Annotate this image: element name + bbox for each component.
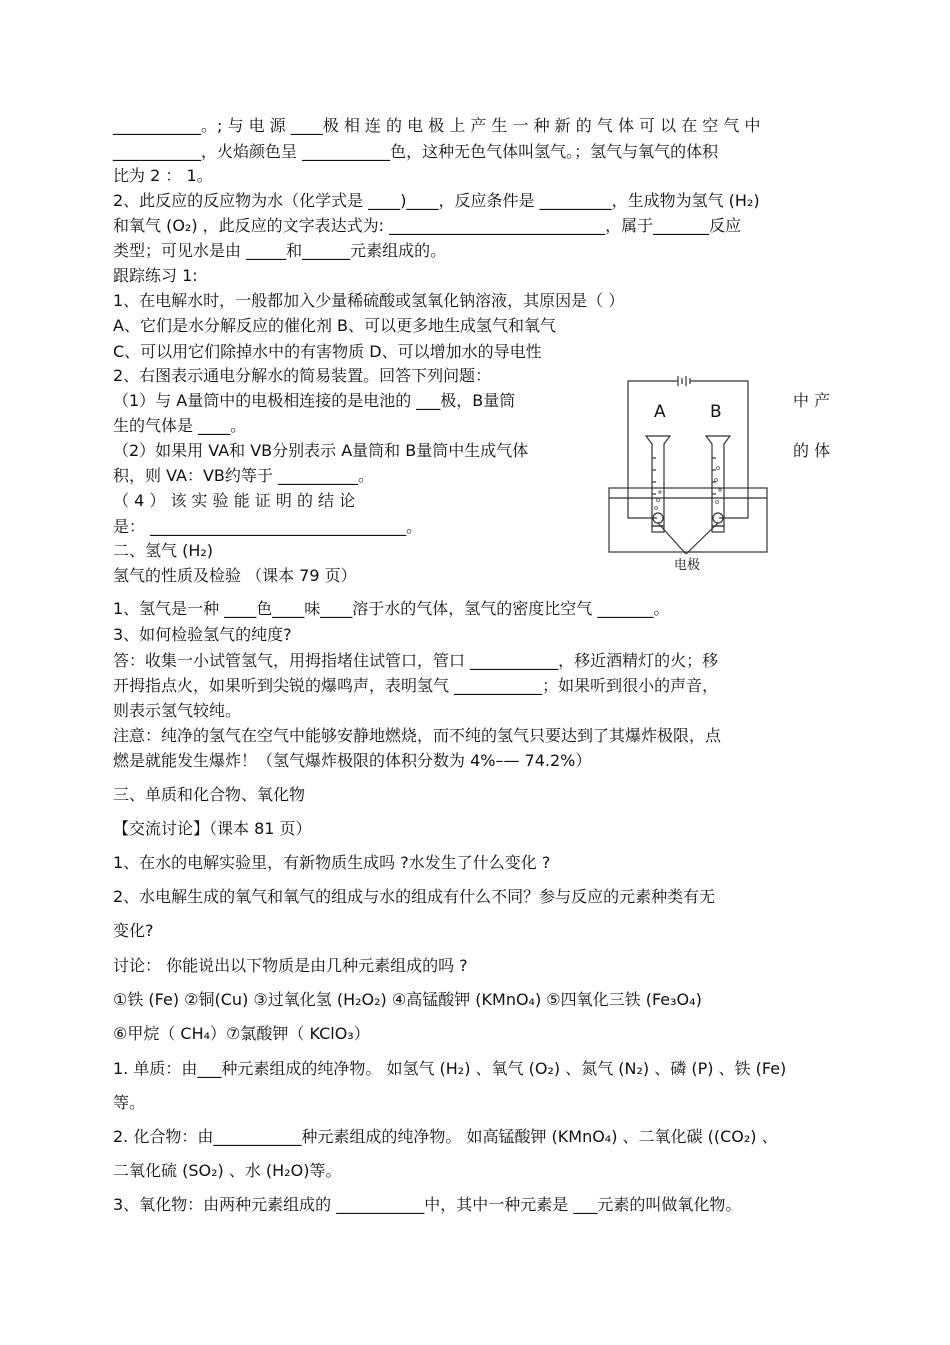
text-line-3: 比为 2 ： 1。	[113, 166, 213, 185]
text-line-39: 3、氧化物：由两种元素组成的 ___________中，其中一种元素是 ___元素的叫做氧化物。	[113, 1195, 742, 1214]
section-heading-compounds: 三、单质和化合物、氧化物	[113, 785, 306, 804]
text-line-17: 是： ________________________________。	[113, 517, 423, 536]
right-fragment-1: 中 产	[793, 391, 831, 410]
text-line-31: 变化?	[113, 921, 154, 940]
text-line-15: 积，则 VA：VB约等于 __________。	[113, 466, 374, 485]
text-line-1: ___________。; 与 电 源 ____极 相 连 的 电 极 上 产 生 一 种 新 的 气 体 可 以 在 空 气 中	[113, 116, 761, 135]
electrolysis-apparatus-figure	[606, 372, 774, 582]
text-line-34: ⑥甲烷（ CH₄）⑦氯酸钾（ KClO₃）	[113, 1024, 370, 1043]
text-line-5: 和氧气 (O₂) ，此反应的文字表达式为: ___________________________，属于_______反应	[113, 216, 742, 235]
text-line-33: ①铁 (Fe) ②铜(Cu) ③过氧化氢 (H₂O₂) ④高锰酸钾 (KMnO₄) ⑤四氧化三铁 (Fe₃O₄)	[113, 990, 702, 1009]
text-line-11: 2、右图表示通电分解水的简易装置。回答下列问题：	[113, 366, 492, 385]
text-line-21: 3、如何检验氢气的纯度?	[113, 625, 292, 644]
text-line-26: 燃是就能发生爆炸！（氢气爆炸极限的体积分数为 4%–— 74.2%）	[113, 751, 592, 770]
text-line-25: 注意：纯净的氢气在空气中能够安静地燃烧，而不纯的氢气只要达到了其爆炸极限，点	[113, 726, 722, 745]
text-line-16: （ 4 ） 该 实 验 能 证 明 的 结 论	[113, 491, 356, 510]
text-line-13: 生的气体是 ____。	[113, 416, 247, 435]
text-line-32: 讨论： 你能说出以下物质是由几种元素组成的吗 ?	[113, 956, 468, 975]
text-line-29: 1、在水的电解实验里，有新物质生成吗 ?水发生了什么变化 ?	[113, 853, 551, 872]
text-line-37: 2. 化合物：由___________种元素组成的纯净物。 如高锰酸钾 (KMnO₄) 、二氧化碳 ((CO₂) 、	[113, 1127, 778, 1146]
text-line-6: 类型；可见水是由 _____和______元素组成的。	[113, 241, 447, 260]
electrode-label: 电极	[674, 558, 701, 573]
text-line-10: C、可以用它们除掉水中的有害物质 D、可以增加水的导电性	[113, 342, 542, 361]
text-line-35: 1. 单质：由___种元素组成的纯净物。 如氢气 (H₂) 、氧气 (O₂) 、氮气 (N₂) 、磷 (P) 、铁 (Fe)	[113, 1059, 787, 1078]
text-line-22: 答：收集一小试管氢气，用拇指堵住试管口，管口 ___________，移近酒精灯的火；移	[113, 651, 719, 670]
text-line-23: 开拇指点火，如果听到尖锐的爆鸣声，表明氢气 ___________；如果听到很小的声音，	[113, 676, 719, 695]
cylinder-a-label: A	[654, 402, 666, 422]
text-line-19: 氢气的性质及检验 （课本 79 页）	[113, 566, 357, 585]
text-line-9: A、它们是水分解反应的催化剂 B、可以更多地生成氢气和氧气	[113, 316, 557, 335]
text-line-24: 则表示氢气较纯。	[113, 701, 242, 720]
right-fragment-2: 的 体	[793, 441, 831, 460]
text-line-20: 1、氢气是一种 ____色____味____溶于水的气体，氢气的密度比空气 _______。	[113, 599, 670, 618]
text-line-4: 2、此反应的反应物为水（化学式是 ____)____，反应条件是 _________，生成物为氢气 (H₂)	[113, 191, 760, 210]
text-line-38: 二氧化硫 (SO₂) 、水 (H₂O)等。	[113, 1161, 342, 1180]
text-line-8: 1、在电解水时，一般都加入少量稀硫酸或氢氧化钠溶液，其原因是（ ）	[113, 291, 625, 310]
text-line-30: 2、水电解生成的氧气和氧气的组成与水的组成有什么不同？参与反应的元素种类有无	[113, 887, 716, 906]
text-line-28: 【交流讨论】（课本 81 页）	[113, 819, 312, 838]
text-line-2: ___________，火焰颜色呈 ___________色，这种无色气体叫氢气。；氢气与氧气的体积	[113, 142, 719, 161]
text-line-36: 等。	[113, 1093, 146, 1112]
text-line-12: （1）与 A量筒中的电极相连接的是电池的 ___极，B量筒	[113, 391, 516, 410]
section-heading-hydrogen: 二、氢气 (H₂)	[113, 541, 214, 560]
cylinder-b-label: B	[710, 402, 722, 422]
text-line-7: 跟踪练习 1:	[113, 266, 198, 285]
text-line-14: （2）如果用 VA和 VB分别表示 A量筒和 B量筒中生成气体	[113, 441, 529, 460]
